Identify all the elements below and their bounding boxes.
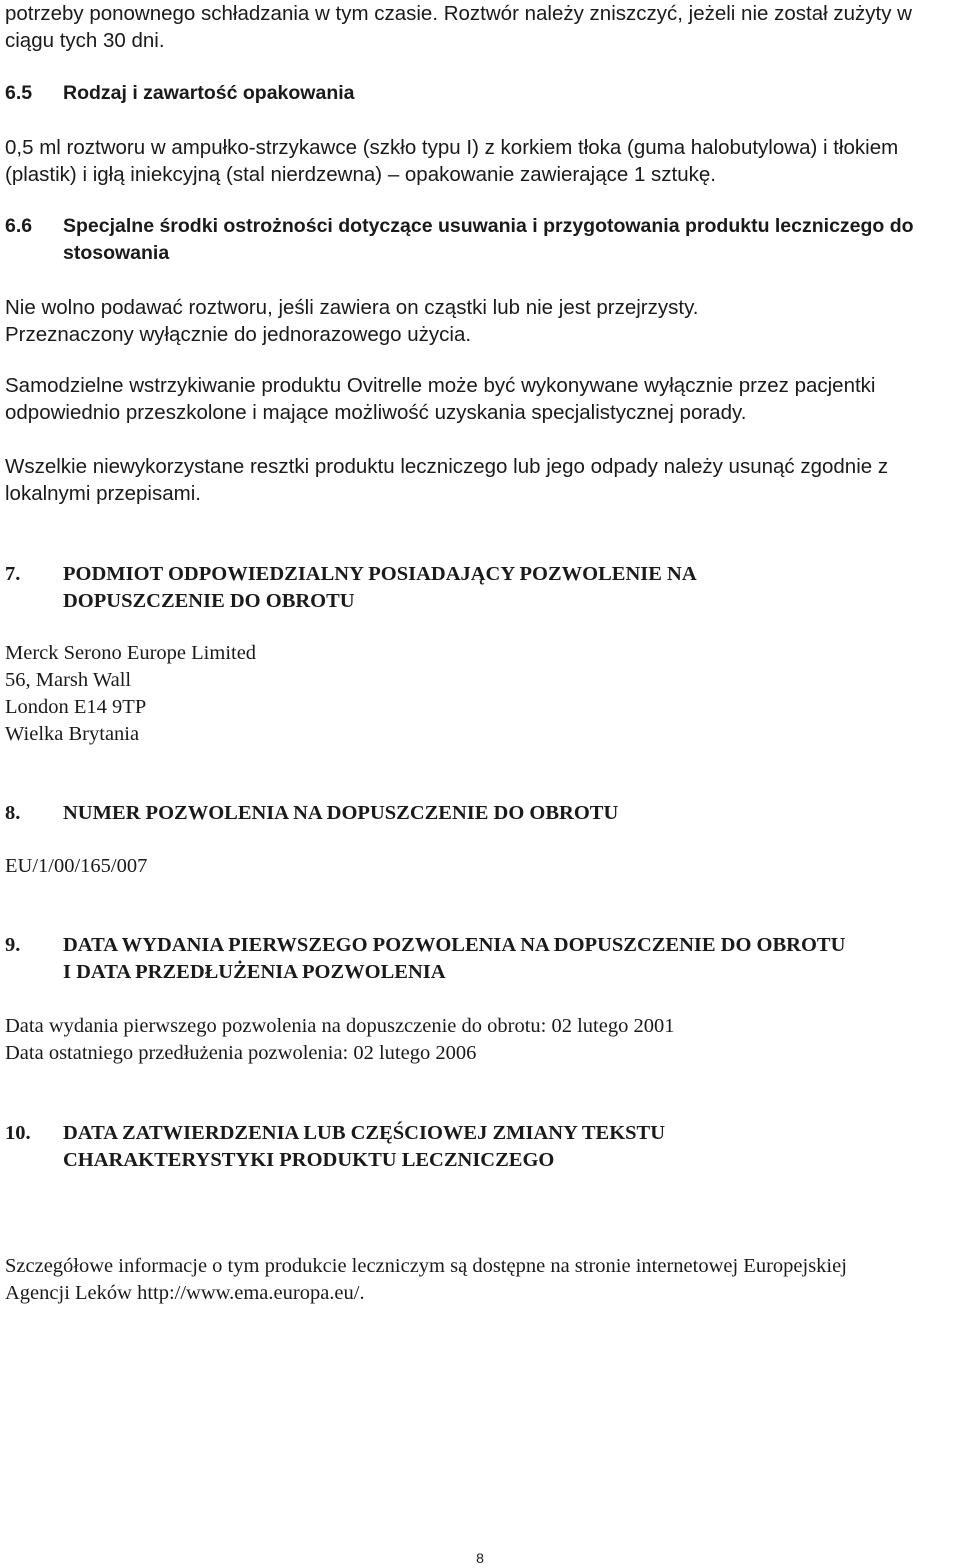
section-title-line: DATA ZATWIERDZENIA LUB CZĘŚCIOWEJ ZMIANY TEKSTU xyxy=(63,1122,666,1144)
section-number: 6.6 xyxy=(5,215,33,237)
text-line: Data ostatniego przedłużenia pozwolenia: 02 lutego 2006 xyxy=(5,1042,477,1064)
section-10 xyxy=(5,1120,957,1174)
text-line: Samodzielne wstrzykiwanie produktu Ovitrelle może być wykonywane wyłącznie przez pacjentki xyxy=(5,374,876,397)
text-line: Przeznaczony wyłącznie do jednorazowego użycia. xyxy=(5,323,472,346)
section-6-6-para-2 xyxy=(5,372,957,426)
authorisation-dates xyxy=(5,1013,957,1067)
section-heading xyxy=(5,800,957,827)
section-title-line: I DATA PRZEDŁUŻENIA POZWOLENIA xyxy=(63,961,446,983)
section-title xyxy=(63,932,957,986)
text-line: odpowiednio przeszkolone i mające możliwość uzyskania specjalistycznej porady. xyxy=(5,401,747,424)
text-line: 0,5 ml roztworu w ampułko-strzykawce (szkło typu I) z korkiem tłoka (guma halobutylowa) i tłokiem xyxy=(5,136,899,159)
section-heading xyxy=(5,932,957,986)
text-line: ciągu tych 30 dni. xyxy=(5,29,165,52)
section-6-5 xyxy=(5,80,957,107)
text-fragment: Agencji Leków xyxy=(5,1282,138,1304)
section-6-6-para-3 xyxy=(5,453,957,507)
section-title xyxy=(63,213,957,267)
authorisation-number xyxy=(5,853,957,880)
text-line: Data wydania pierwszego pozwolenia na dopuszczenie do obrotu: 02 lutego 2001 xyxy=(5,1015,675,1037)
address-line: London E14 9TP xyxy=(5,696,147,718)
text-line: Szczegółowe informacje o tym produkcie leczniczym są dostępne na stronie internetowej Europejskiej xyxy=(5,1255,847,1277)
section-title xyxy=(63,1120,957,1174)
section-title-line: CHARAKTERYSTYKI PRODUKTU LECZNICZEGO xyxy=(63,1149,555,1171)
section-title: Rodzaj i zawartość opakowania xyxy=(63,82,355,104)
section-title-line: DATA WYDANIA PIERWSZEGO POZWOLENIA NA DOPUSZCZENIE DO OBROTU xyxy=(63,934,846,956)
continuation-paragraph xyxy=(5,0,957,54)
section-heading xyxy=(5,1120,957,1174)
text-fragment: . xyxy=(359,1282,365,1304)
section-6-6 xyxy=(5,213,957,267)
section-heading xyxy=(5,561,957,615)
section-title-line: Specjalne środki ostrożności dotyczące usuwania i przygotowania produktu leczniczego do xyxy=(63,215,914,237)
text-line: Wszelkie niewykorzystane resztki produktu leczniczego lub jego odpady należy usunąć zgodnie z xyxy=(5,455,889,478)
section-title: NUMER POZWOLENIA NA DOPUSZCZENIE DO OBROTU xyxy=(63,802,619,824)
section-number: 7. xyxy=(5,563,21,585)
section-heading xyxy=(5,213,957,267)
section-title xyxy=(63,561,957,615)
address-line: Merck Serono Europe Limited xyxy=(5,642,257,664)
section-8 xyxy=(5,800,957,827)
text-line: (plastik) i igłą iniekcyjną (stal nierdzewna) – opakowanie zawierające 1 sztukę. xyxy=(5,163,717,186)
text-line: lokalnymi przepisami. xyxy=(5,482,201,505)
holder-address xyxy=(5,640,957,748)
section-7 xyxy=(5,561,957,615)
page-number: 8 xyxy=(476,1550,484,1566)
text-line xyxy=(5,1280,957,1307)
section-number: 8. xyxy=(5,802,21,824)
text-line: Nie wolno podawać roztworu, jeśli zawiera on cząstki lub nie jest przejrzysty. xyxy=(5,296,699,319)
section-number: 10. xyxy=(5,1122,31,1144)
section-6-5-body xyxy=(5,134,957,188)
section-title-line: stosowania xyxy=(63,242,170,264)
section-title-line: PODMIOT ODPOWIEDZIALNY POSIADAJĄCY POZWOLENIE NA xyxy=(63,563,697,585)
text-line: EU/1/00/165/007 xyxy=(5,855,148,877)
section-9 xyxy=(5,932,957,986)
ema-info-paragraph xyxy=(5,1253,957,1307)
ema-website-link[interactable]: http://www.ema.europa.eu/ xyxy=(137,1282,360,1304)
section-title-line: DOPUSZCZENIE DO OBROTU xyxy=(63,590,355,612)
section-number: 6.5 xyxy=(5,82,33,104)
section-6-6-para-1 xyxy=(5,294,957,348)
address-line: Wielka Brytania xyxy=(5,723,140,745)
text-line: potrzeby ponownego schładzania w tym czasie. Roztwór należy zniszczyć, jeżeli nie został zużyty w xyxy=(5,2,912,25)
section-heading xyxy=(5,80,957,107)
address-line: 56, Marsh Wall xyxy=(5,669,132,691)
section-number: 9. xyxy=(5,934,21,956)
